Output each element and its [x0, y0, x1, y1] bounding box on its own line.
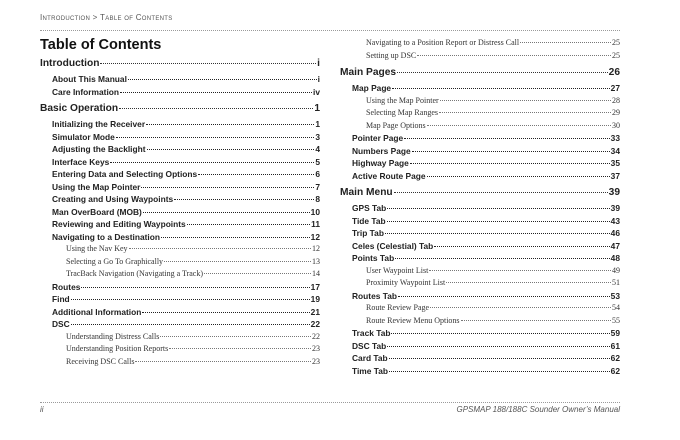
dot-leader	[385, 232, 610, 234]
toc-entry-page: i	[317, 58, 320, 69]
toc-entry[interactable]	[40, 357, 320, 366]
dot-leader	[71, 298, 310, 300]
toc-entry-label: Tide Tab	[352, 215, 386, 226]
toc-entry-label: Additional Information	[52, 306, 142, 317]
toc-entry-label: GPS Tab	[352, 203, 387, 213]
dot-leader	[143, 211, 310, 213]
toc-entry-label: Selecting a Go To Graphically	[66, 256, 164, 266]
toc-entry[interactable]	[40, 182, 320, 192]
dot-leader	[394, 191, 608, 193]
toc-entry-page: 12	[312, 244, 320, 253]
toc-entry[interactable]	[340, 266, 620, 275]
toc-entry[interactable]	[340, 366, 620, 376]
toc-entry[interactable]	[40, 157, 320, 167]
dot-leader	[397, 71, 608, 73]
dot-leader	[434, 245, 609, 247]
toc-entry[interactable]	[340, 216, 620, 226]
dot-leader	[160, 335, 311, 337]
toc-entry-label: Route Review Menu Options	[366, 315, 460, 325]
toc-entry-label: Map Page	[352, 83, 392, 93]
dot-leader	[187, 223, 310, 225]
toc-entry-page: 39	[608, 187, 620, 198]
toc-entry-page: 30	[612, 120, 620, 130]
toc-entry[interactable]	[340, 303, 620, 312]
toc-entry-label: Navigating to a Destination	[52, 231, 160, 242]
toc-entry-label: Using the Nav Key	[66, 244, 128, 253]
dot-leader	[198, 173, 314, 175]
toc-entry[interactable]	[40, 269, 320, 278]
toc-entry[interactable]	[340, 158, 620, 168]
dot-leader	[440, 99, 611, 101]
toc-entry-label: Proximity Waypoint List	[366, 278, 446, 287]
toc-entry-page: 10	[310, 206, 320, 217]
toc-entry[interactable]	[40, 282, 320, 292]
toc-entry-page: 1	[315, 119, 320, 129]
toc-entry-label: Understanding Distress Calls	[66, 331, 160, 341]
dot-leader	[116, 136, 315, 138]
toc-entry-page: 17	[310, 281, 320, 292]
toc-entry[interactable]	[40, 87, 320, 97]
toc-entry-page: 27	[610, 83, 620, 93]
toc-entry-page: 4	[315, 144, 320, 154]
dot-leader	[446, 281, 611, 283]
toc-entry-page: 47	[610, 240, 620, 251]
dot-leader	[129, 247, 311, 249]
toc-entry[interactable]	[340, 133, 620, 143]
toc-entry[interactable]	[340, 253, 620, 263]
header-rule	[40, 30, 620, 31]
toc-entry-page: iv	[313, 86, 320, 97]
toc-entry-page: 7	[315, 181, 320, 192]
toc-entry-label: User Waypoint List	[366, 265, 429, 275]
toc-entry[interactable]	[340, 121, 620, 130]
dot-leader	[461, 319, 611, 321]
toc-entry[interactable]	[340, 353, 620, 363]
dot-leader	[389, 370, 610, 372]
dot-leader	[410, 162, 610, 164]
dot-leader	[429, 269, 611, 271]
dot-leader	[141, 186, 314, 188]
toc-entry[interactable]	[40, 74, 320, 84]
toc-entry-page: 23	[312, 356, 320, 366]
toc-entry[interactable]	[40, 257, 320, 266]
footer-rule	[40, 402, 620, 403]
toc-entry-page: 59	[610, 328, 620, 338]
toc-entry[interactable]	[340, 187, 620, 198]
toc-entry-label: Time Tab	[352, 365, 388, 376]
toc-entry[interactable]	[340, 228, 620, 238]
toc-entry-label: Celes (Celestial) Tab	[352, 240, 434, 251]
toc-entry-page: 49	[612, 265, 620, 275]
toc-entry-page: 39	[610, 203, 620, 213]
toc-entry-label: Interface Keys	[52, 156, 110, 167]
toc-entry-page: 26	[608, 67, 620, 78]
toc-entry-label: Setting up DSC	[366, 50, 417, 60]
dot-leader	[427, 124, 611, 126]
toc-entry[interactable]	[340, 108, 620, 117]
dot-leader	[392, 87, 610, 89]
toc-entry-page: 33	[610, 133, 620, 143]
dot-leader	[204, 272, 311, 274]
toc-entry[interactable]	[40, 58, 320, 69]
dot-leader	[128, 78, 317, 80]
toc-entry-label: Pointer Page	[352, 133, 404, 143]
dot-leader	[100, 62, 316, 64]
toc-entry-label: Active Route Page	[352, 170, 426, 181]
toc-entry-page: 35	[610, 158, 620, 168]
dot-leader	[398, 295, 610, 297]
toc-entry-label: Using the Map Pointer	[366, 95, 439, 105]
toc-entry-label: Receiving DSC Calls	[66, 356, 135, 366]
toc-entry-page: 55	[612, 315, 620, 325]
toc-entry-page: 11	[311, 219, 320, 229]
toc-entry[interactable]	[40, 344, 320, 353]
toc-entry-label: Highway Page	[352, 158, 409, 168]
toc-entry-label: Map Page Options	[366, 120, 426, 130]
toc-entry[interactable]	[40, 307, 320, 317]
toc-entry-label: Routes Tab	[352, 290, 397, 301]
toc-entry-label: Main Pages	[340, 67, 397, 78]
toc-entry[interactable]	[340, 291, 620, 301]
dot-leader	[142, 311, 309, 313]
toc-entry-page: 14	[312, 269, 320, 278]
page-title: Table of Contents	[40, 37, 162, 53]
dot-leader	[147, 148, 315, 150]
toc-entry-page: 25	[612, 38, 620, 47]
dot-leader	[430, 306, 611, 308]
toc-entry-page: 5	[315, 156, 320, 167]
toc-entry[interactable]	[340, 278, 620, 287]
dot-leader	[439, 111, 611, 113]
toc-entry-label: Navigating to a Position Report or Distress Call	[366, 38, 520, 47]
toc-entry-label: TracBack Navigation (Navigating a Track)	[66, 269, 204, 278]
toc-entry-page: 34	[610, 145, 620, 156]
toc-entry[interactable]	[40, 332, 320, 341]
dot-leader	[71, 323, 310, 325]
toc-entry-page: 61	[610, 340, 620, 351]
toc-entry-label: Simulator Mode	[52, 131, 115, 142]
toc-entry-label: Basic Operation	[40, 103, 119, 114]
toc-entry-label: Routes	[52, 281, 81, 292]
manual-title: GPSMAP 188/188C Sounder Owner’s Manual	[456, 405, 620, 414]
toc-entry-label: Understanding Position Reports	[66, 344, 169, 353]
dot-leader	[520, 41, 611, 43]
toc-entry-label: Adjusting the Backlight	[52, 144, 146, 154]
toc-entry[interactable]	[40, 244, 320, 253]
dot-leader	[174, 198, 314, 200]
toc-entry-page: 22	[312, 331, 320, 341]
toc-entry-label: DSC	[52, 319, 70, 329]
toc-entry-page: 62	[610, 353, 620, 363]
toc-entry[interactable]	[40, 219, 320, 229]
toc-entry-page: 53	[610, 290, 620, 301]
toc-entry[interactable]	[40, 119, 320, 129]
toc-entry[interactable]	[40, 319, 320, 329]
toc-entry[interactable]	[40, 294, 320, 304]
toc-entry-label: Entering Data and Selecting Options	[52, 169, 198, 179]
toc-entry[interactable]	[340, 83, 620, 93]
toc-entry[interactable]	[340, 51, 620, 60]
toc-entry-label: Using the Map Pointer	[52, 181, 141, 192]
toc-entry[interactable]	[40, 132, 320, 142]
toc-entry-page: 8	[315, 194, 320, 204]
toc-entry[interactable]	[340, 38, 620, 47]
dot-leader	[387, 220, 610, 222]
toc-entry-page: 22	[310, 319, 320, 329]
toc-entry-page: 28	[612, 95, 620, 105]
dot-leader	[146, 123, 314, 125]
dot-leader	[169, 347, 311, 349]
toc-entry-page: 6	[315, 169, 320, 179]
toc-entry-page: 51	[612, 278, 620, 287]
toc-entry-label: About This Manual	[52, 74, 127, 84]
page-number: ii	[40, 405, 44, 414]
toc-entry[interactable]	[40, 144, 320, 154]
toc-entry-page: 3	[315, 131, 320, 142]
toc-entry-label: Man OverBoard (MOB)	[52, 206, 142, 217]
toc-entry-page: 48	[610, 253, 620, 263]
toc-entry-label: Reviewing and Editing Waypoints	[52, 219, 186, 229]
toc-entry[interactable]	[40, 194, 320, 204]
toc-entry-label: Route Review Page	[366, 303, 430, 312]
dot-leader	[119, 107, 313, 109]
toc-entry-page: 46	[610, 228, 620, 238]
toc-entry[interactable]	[340, 171, 620, 181]
dot-leader	[389, 357, 610, 359]
toc-entry-label: Selecting Map Ranges	[366, 108, 438, 117]
dot-leader	[387, 207, 609, 209]
toc-entry-label: Card Tab	[352, 353, 388, 363]
dot-leader	[120, 91, 312, 93]
toc-entry[interactable]	[40, 103, 320, 114]
toc-entry-label: Track Tab	[352, 328, 391, 338]
toc-entry-label: Creating and Using Waypoints	[52, 194, 174, 204]
dot-leader	[427, 175, 610, 177]
toc-entry-page: 19	[310, 294, 320, 304]
toc-entry[interactable]	[340, 146, 620, 156]
toc-entry-label: Find	[52, 294, 70, 304]
toc-entry-page: 37	[610, 170, 620, 181]
dot-leader	[391, 332, 609, 334]
dot-leader	[417, 54, 611, 56]
toc-entry[interactable]	[340, 316, 620, 325]
toc-entry-label: Points Tab	[352, 253, 395, 263]
dot-leader	[404, 137, 609, 139]
toc-entry-page: 23	[312, 344, 320, 353]
toc-entry-label: DSC Tab	[352, 340, 387, 351]
toc-entry-page: 12	[310, 231, 320, 242]
dot-leader	[387, 345, 609, 347]
toc-entry[interactable]	[340, 341, 620, 351]
toc-entry-label: Trip Tab	[352, 228, 384, 238]
toc-entry-label: Care Information	[52, 86, 120, 97]
toc-entry-page: i	[317, 74, 320, 84]
dot-leader	[135, 360, 311, 362]
dot-leader	[161, 236, 310, 238]
toc-entry-label: Initializing the Receiver	[52, 119, 146, 129]
toc-entry-label: Main Menu	[340, 187, 393, 198]
toc-entry-page: 1	[314, 103, 320, 114]
toc-entry[interactable]	[340, 96, 620, 105]
toc-entry[interactable]	[340, 203, 620, 213]
dot-leader	[81, 286, 309, 288]
toc-entry[interactable]	[40, 169, 320, 179]
toc-entry-page: 29	[612, 108, 620, 117]
running-head: Introduction > Table of Contents	[40, 13, 173, 22]
toc-entry-label: Numbers Page	[352, 145, 411, 156]
toc-entry-page: 21	[310, 306, 320, 317]
toc-entry[interactable]	[340, 67, 620, 78]
toc-entry[interactable]	[40, 232, 320, 242]
toc-entry-page: 13	[312, 256, 320, 266]
toc-entry-page: 54	[612, 303, 620, 312]
toc-entry-label: Introduction	[40, 58, 100, 69]
toc-entry[interactable]	[340, 241, 620, 251]
dot-leader	[110, 161, 314, 163]
toc-entry[interactable]	[340, 328, 620, 338]
dot-leader	[412, 150, 610, 152]
dot-leader	[395, 257, 609, 259]
dot-leader	[164, 260, 311, 262]
toc-entry-page: 62	[610, 365, 620, 376]
toc-entry[interactable]	[40, 207, 320, 217]
toc-entry-page: 43	[610, 215, 620, 226]
toc-entry-page: 25	[612, 50, 620, 60]
